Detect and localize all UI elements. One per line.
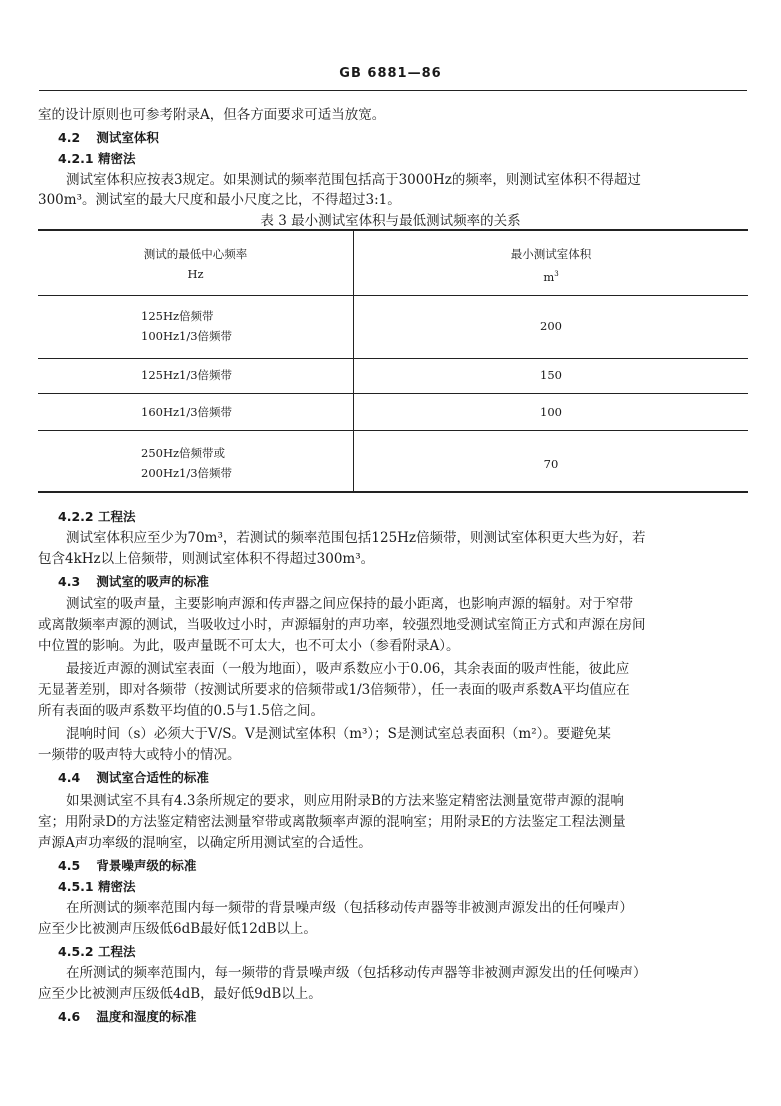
section-4-6-heading: [58, 1009, 196, 1025]
table-caption: 表 3 最小测试室体积与最低测试频率的关系: [260, 213, 521, 229]
row-1-volume: 200: [540, 319, 562, 333]
section-number: 4.4: [58, 770, 81, 785]
table-row-rule: [38, 430, 748, 431]
section-title: 测试室体积: [96, 130, 159, 145]
section-title: 测试室的吸声的标准: [96, 574, 209, 589]
table-bottom-rule: [38, 491, 748, 493]
paragraph-line: 一频带的吸声特大或特小的情况。: [38, 747, 241, 763]
section-4-5-2-heading: [58, 944, 135, 960]
section-number: 4.5.1: [58, 879, 94, 894]
table-top-rule: [38, 229, 748, 231]
paragraph-line: 或离散频率声源的测试，当吸收过小时，声源辐射的声功率，较强烈地受测试室简正方式和声源在房间: [38, 617, 646, 633]
section-4-4-heading: [58, 770, 209, 786]
paragraph-line: 应至少比被测声压级低4dB，最好低9dB以上。: [38, 986, 322, 1002]
row-2-volume: 150: [540, 368, 562, 382]
paragraph-line: 中位置的影响。为此，吸声量既不可太大，也不可太小（参看附录A）。: [38, 638, 460, 654]
paragraph-line: 测试室体积应按表3规定。如果测试的频率范围包括高于3000Hz的频率，则测试室体积不得超过: [66, 172, 641, 188]
table-row-rule: [38, 358, 748, 359]
section-number: 4.5.2: [58, 944, 94, 959]
section-title: 工程法: [97, 944, 136, 959]
paragraph-line: 室；用附录D的方法鉴定精密法测量窄带或离散频率声源的混响室；用附录E的方法鉴定工程法测量: [38, 814, 626, 830]
column-header-frequency-unit: Hz: [187, 267, 204, 281]
page-header: GB 6881—86: [339, 66, 442, 81]
intro-line: 室的设计原则也可参考附录A，但各方面要求可适当放宽。: [38, 107, 386, 123]
section-number: 4.5: [58, 858, 81, 873]
section-4-5-heading: [58, 858, 196, 874]
section-4-3-heading: [58, 574, 209, 590]
paragraph-line: 声源A声功率级的混响室，以确定所用测试室的合适性。: [38, 835, 372, 851]
row-1-frequency-line-1: 125Hz倍频带: [141, 309, 214, 323]
column-header-frequency: 测试的最低中心频率: [143, 247, 248, 261]
paragraph-line: 在所测试的频率范围内每一频带的背景噪声级（包括移动传声器等非被测声源发出的任何噪声）: [66, 900, 633, 916]
paragraph-line: 所有表面的吸声系数平均值的0.5与1.5倍之间。: [38, 703, 324, 719]
section-title: 工程法: [97, 509, 136, 524]
row-2-frequency: 125Hz1/3倍频带: [141, 368, 233, 382]
section-number: 4.2.2: [58, 509, 94, 524]
row-3-volume: 100: [540, 405, 562, 419]
paragraph-line: 测试室的吸声量，主要影响声源和传声器之间应保持的最小距离，也影响声源的辐射。对于窄带: [66, 596, 633, 612]
paragraph-line: 如果测试室不具有4.3条所规定的要求，则应用附录B的方法来鉴定精密法测量宽带声源的混响: [66, 793, 624, 809]
section-4-5-1-heading: [58, 879, 135, 895]
column-header-volume: 最小测试室体积: [510, 247, 592, 261]
paragraph-line: 在所测试的频率范围内，每一频带的背景噪声级（包括移动传声器等非被测声源发出的任何噪声）: [66, 965, 647, 981]
section-4-2-heading: [58, 130, 159, 146]
paragraph-line: 最接近声源的测试室表面（一般为地面），吸声系数应小于0.06，其余表面的吸声性能，彼此应: [66, 661, 630, 677]
column-header-volume-unit: $m^3$: [543, 269, 559, 284]
row-4-frequency-line-1: 250Hz倍频带或: [141, 446, 226, 460]
section-number: 4.2: [58, 130, 81, 145]
header-rule: [39, 90, 747, 91]
table-row-rule: [38, 393, 748, 394]
paragraph-line: 混响时间（s）必须大于V/S。V是测试室体积（m³）；S是测试室总表面积（m²）。要避免某: [66, 726, 611, 742]
section-4-2-2-heading: [58, 509, 135, 525]
paragraph-line: 300m³。测试室的最大尺度和最小尺度之比，不得超过3:1。: [38, 192, 401, 208]
section-number: 4.3: [58, 574, 81, 589]
paragraph-line: 测试室体积应至少为70m³，若测试的频率范围包括125Hz倍频带，则测试室体积更大些为好，若: [66, 530, 646, 546]
section-title: 测试室合适性的标准: [96, 770, 209, 785]
section-number: 4.6: [58, 1009, 81, 1024]
paragraph-line: 应至少比被测声压级低6dB最好低12dB以上。: [38, 921, 317, 937]
row-4-volume: 70: [543, 457, 559, 471]
section-title: 温度和湿度的标准: [96, 1009, 197, 1024]
section-4-2-1-heading: [58, 151, 135, 167]
row-4-frequency-line-2: 200Hz1/3倍频带: [141, 466, 233, 480]
section-title: 精密法: [97, 151, 136, 166]
row-3-frequency: 160Hz1/3倍频带: [141, 405, 233, 419]
volume-frequency-table: [38, 229, 748, 493]
table-header-rule: [38, 295, 748, 296]
paragraph-line: 无显著差别，即对各频带（按测试所要求的倍频带或1/3倍频带），任一表面的吸声系数A平均值应在: [38, 682, 630, 698]
section-title: 背景噪声级的标准: [96, 858, 197, 873]
section-title: 精密法: [97, 879, 136, 894]
row-1-frequency-line-2: 100Hz1/3倍频带: [141, 329, 233, 343]
paragraph-line: 包含4kHz以上倍频带，则测试室体积不得超过300m³。: [38, 551, 375, 567]
section-number: 4.2.1: [58, 151, 94, 166]
